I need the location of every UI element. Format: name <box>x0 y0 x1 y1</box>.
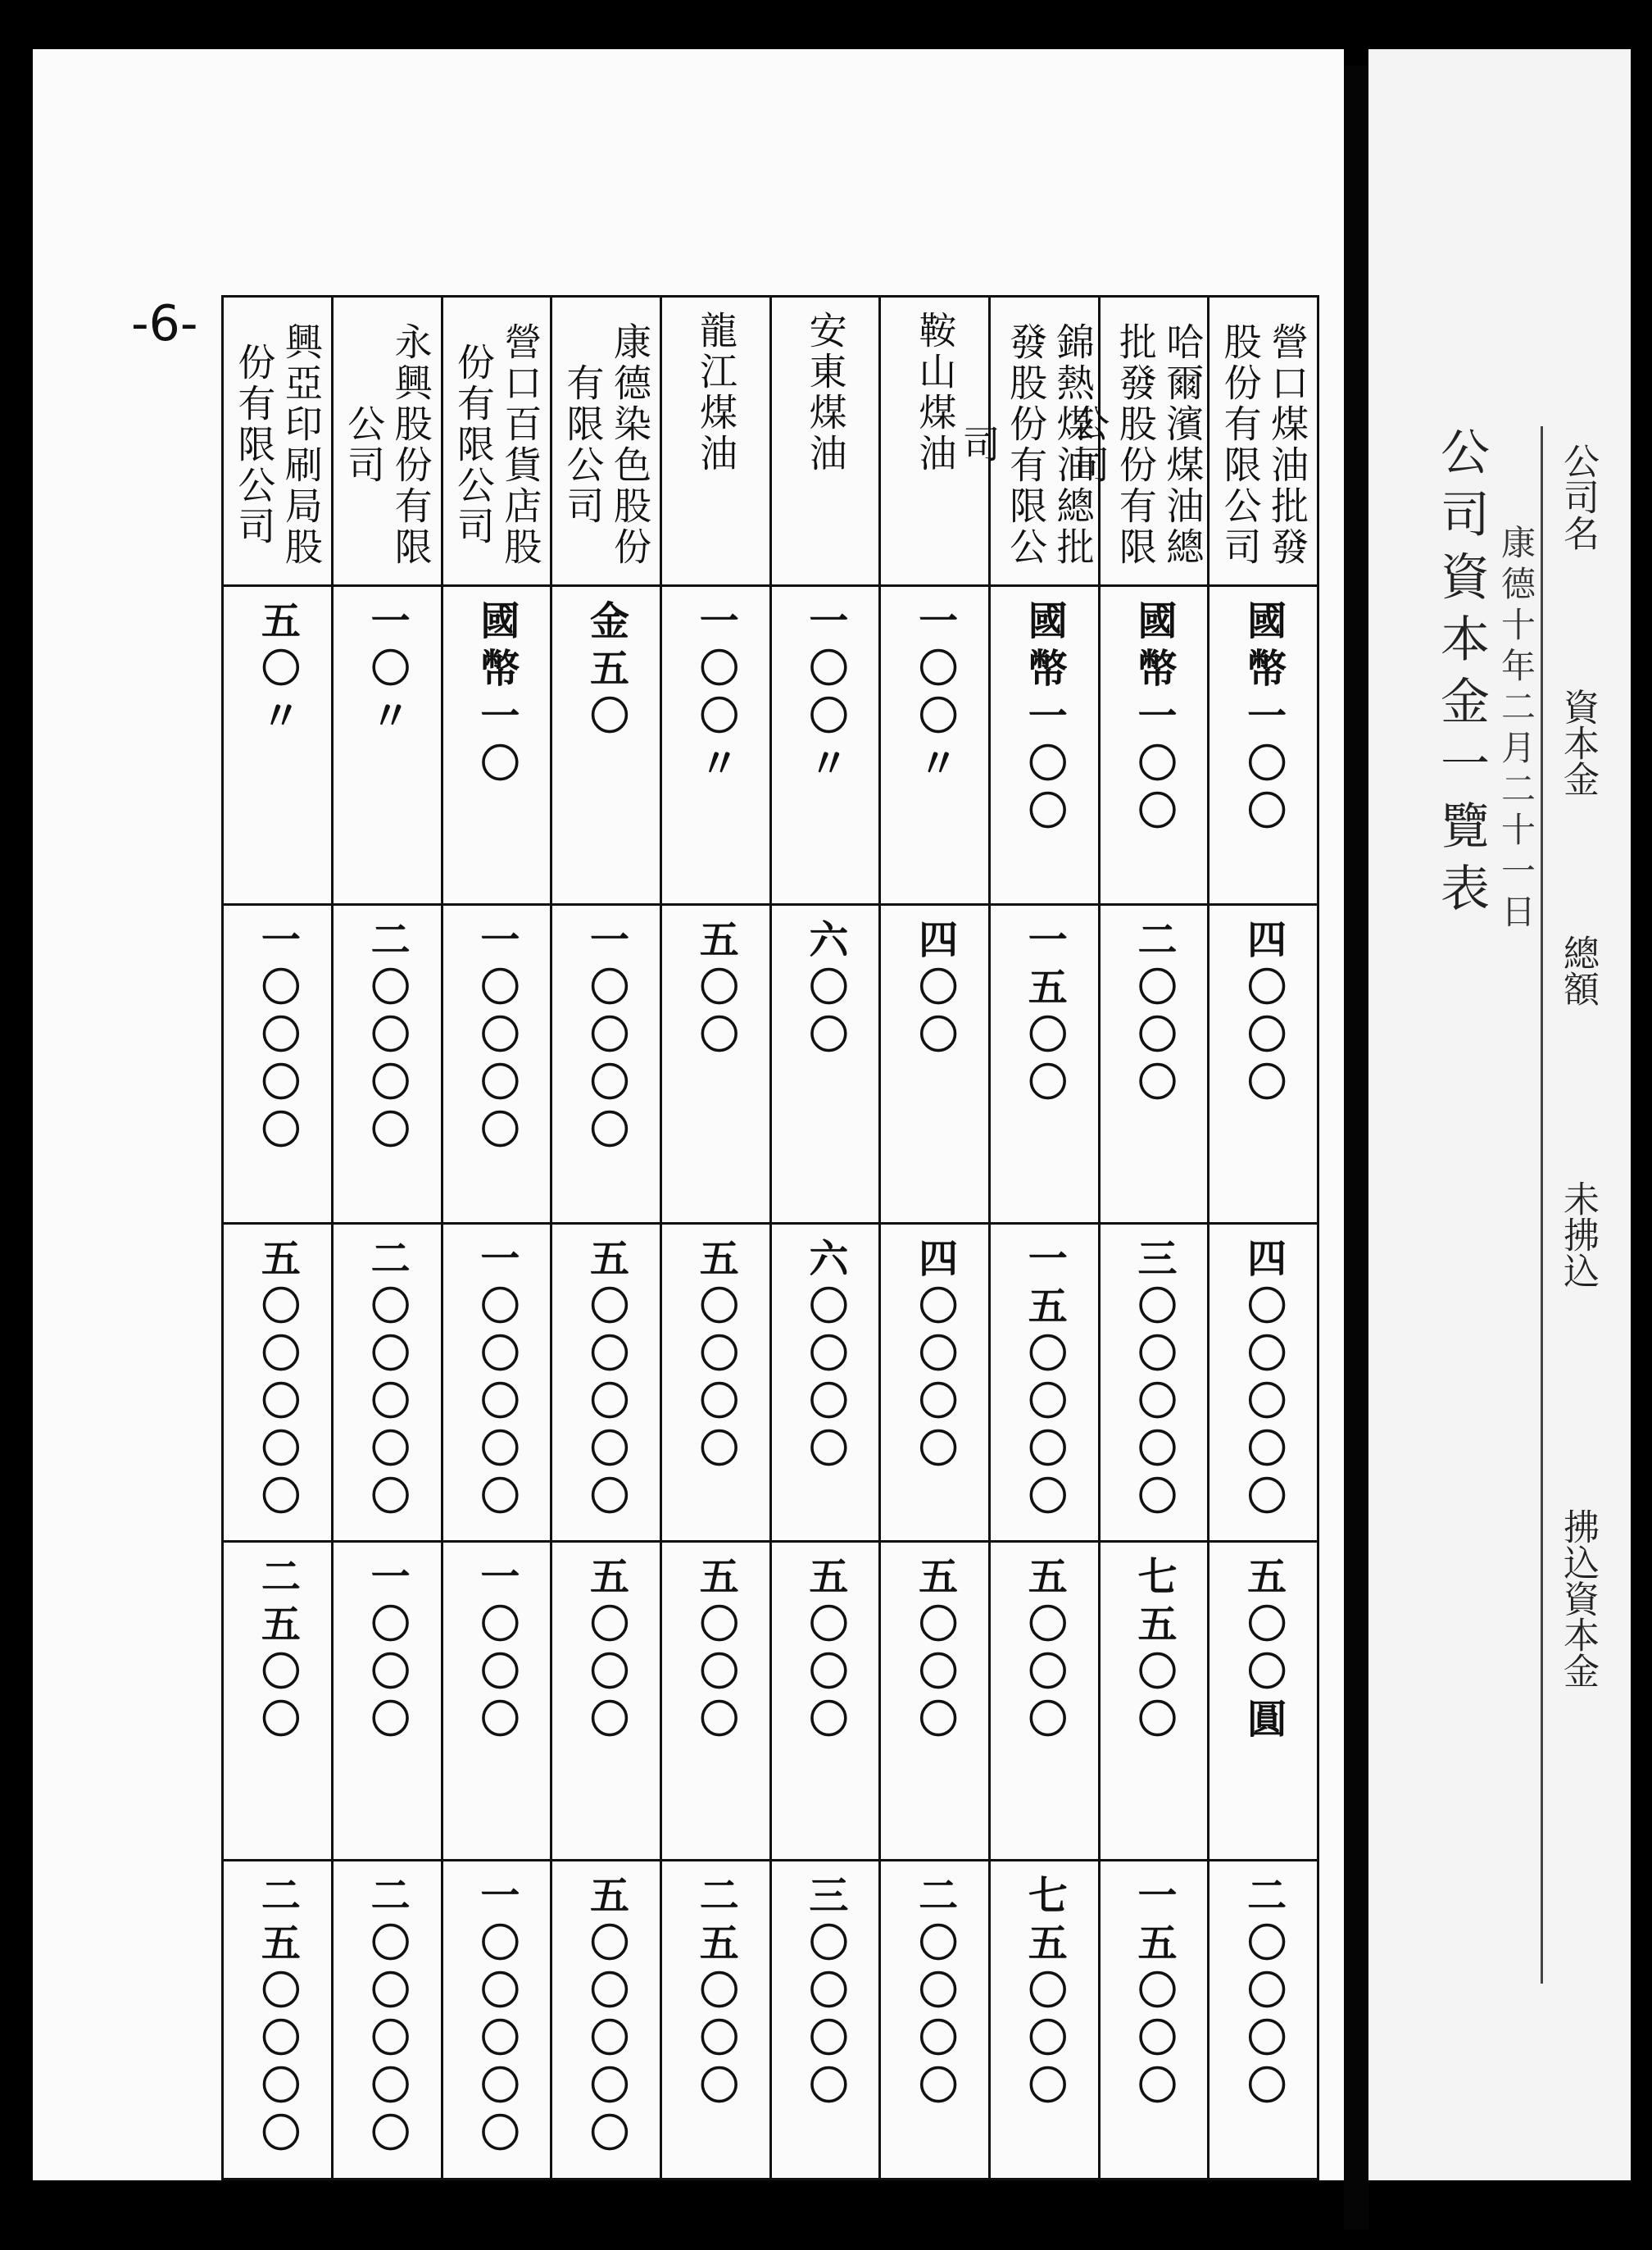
cell-capital: 四〇〇〇〇〇 <box>1209 1223 1318 1542</box>
company-table <box>221 295 1319 2180</box>
cell-shares: 五〇〇 <box>660 904 770 1223</box>
adjacent-page-title: 公司資本金一覽表 <box>1432 426 1490 925</box>
cell-total: 二〇〇〇〇 <box>880 1861 990 2180</box>
cell-paid: 五〇〇〇 <box>770 1542 880 1861</box>
adjacent-page-header-column <box>1541 426 1609 1984</box>
cell-per-share: 〃一〇〇 <box>770 586 880 905</box>
cell-per-share: 金五〇 <box>551 586 661 905</box>
cell-capital: 四〇〇〇〇 <box>880 1223 990 1542</box>
row-shares <box>223 904 1318 1223</box>
cell-total: 七五〇〇〇 <box>989 1861 1099 2180</box>
cell-per-share: 〃一〇 <box>332 586 442 905</box>
cell-total: 二五〇〇〇 <box>660 1861 770 2180</box>
cell-shares: 一〇〇〇〇 <box>223 904 333 1223</box>
cell-shares: 四〇〇 <box>880 904 990 1223</box>
cell-shares: 二〇〇〇 <box>1099 904 1209 1223</box>
cell-shares: 一五〇〇 <box>989 904 1099 1223</box>
adjacent-header-1: 資本金 <box>1557 689 1599 797</box>
cell-shares: 一〇〇〇〇 <box>442 904 551 1223</box>
cell-total: 一五〇〇〇 <box>1099 1861 1209 2180</box>
cell-shares: 二〇〇〇〇 <box>332 904 442 1223</box>
row-total <box>223 1861 1318 2180</box>
cell-shares: 一〇〇〇〇 <box>551 904 661 1223</box>
cell-per-share: 〃五〇 <box>223 586 333 905</box>
cell-name: 錦熱煤油總批發股份有限公司 <box>989 297 1099 586</box>
cell-name: 永興股份有限公司 <box>332 297 442 586</box>
cell-capital: 六〇〇〇〇 <box>770 1223 880 1542</box>
cell-name: 康德染色股份有限公司 <box>551 297 661 586</box>
cell-per-share: 國幣一〇〇 <box>1209 586 1318 905</box>
cell-total: 二〇〇〇〇 <box>1209 1861 1318 2180</box>
cell-capital: 五〇〇〇〇〇 <box>551 1223 661 1542</box>
row-capital <box>223 1223 1318 1542</box>
cell-name: 營口煤油批發股份有限公司 <box>1209 297 1318 586</box>
cell-paid: 七五〇〇 <box>1099 1542 1209 1861</box>
row-per-share <box>223 586 1318 905</box>
cell-capital: 一〇〇〇〇〇 <box>442 1223 551 1542</box>
row-names <box>223 297 1318 586</box>
row-paid <box>223 1542 1318 1861</box>
cell-paid: 五〇〇〇 <box>551 1542 661 1861</box>
cell-total: 三〇〇〇〇 <box>770 1861 880 2180</box>
adjacent-header-2: 總額 <box>1557 934 1599 1007</box>
cell-paid: 一〇〇〇 <box>332 1542 442 1861</box>
cell-paid: 五〇〇〇 <box>660 1542 770 1861</box>
cell-total: 二五〇〇〇〇 <box>223 1861 333 2180</box>
cell-capital: 五〇〇〇〇 <box>660 1223 770 1542</box>
cell-capital: 一五〇〇〇〇 <box>989 1223 1099 1542</box>
cell-name: 鞍山煤油 <box>880 297 990 586</box>
cell-per-share: 國幣一〇 <box>442 586 551 905</box>
cell-name: 興亞印刷局股份有限公司 <box>223 297 333 586</box>
cell-name: 龍江煤油 <box>660 297 770 586</box>
book-spine <box>1344 66 1368 2230</box>
cell-paid: 一〇〇〇 <box>442 1542 551 1861</box>
cell-paid: 五〇〇〇 <box>989 1542 1099 1861</box>
cell-name: 哈爾濱煤油總批發股份有限公司 <box>1099 297 1209 586</box>
cell-total: 一〇〇〇〇〇 <box>442 1861 551 2180</box>
cell-per-share: 國幣一〇〇 <box>989 586 1099 905</box>
cell-shares: 六〇〇 <box>770 904 880 1223</box>
adjacent-page-date: 康德十年二月二十一日 <box>1496 525 1536 934</box>
cell-paid: 五〇〇〇 <box>880 1542 990 1861</box>
cell-capital: 三〇〇〇〇〇 <box>1099 1223 1209 1542</box>
cell-capital: 二〇〇〇〇〇 <box>332 1223 442 1542</box>
page-number: -6- <box>131 295 198 352</box>
cell-per-share: 國幣一〇〇 <box>1099 586 1209 905</box>
cell-total: 二〇〇〇〇〇 <box>332 1861 442 2180</box>
cell-per-share: 〃一〇〇 <box>880 586 990 905</box>
adjacent-header-0: 公司名 <box>1557 443 1599 551</box>
cell-total: 五〇〇〇〇〇 <box>551 1861 661 2180</box>
cell-paid: 五〇〇圓 <box>1209 1542 1318 1861</box>
cell-per-share: 〃一〇〇 <box>660 586 770 905</box>
cell-shares: 四〇〇〇 <box>1209 904 1318 1223</box>
adjacent-header-3: 未拂込 <box>1557 1180 1599 1289</box>
cell-paid: 二五〇〇 <box>223 1542 333 1861</box>
cell-capital: 五〇〇〇〇〇 <box>223 1223 333 1542</box>
adjacent-header-4: 拂込資本金 <box>1557 1508 1599 1689</box>
cell-name: 營口百貨店股份有限公司 <box>442 297 551 586</box>
cell-name: 安東煤油 <box>770 297 880 586</box>
